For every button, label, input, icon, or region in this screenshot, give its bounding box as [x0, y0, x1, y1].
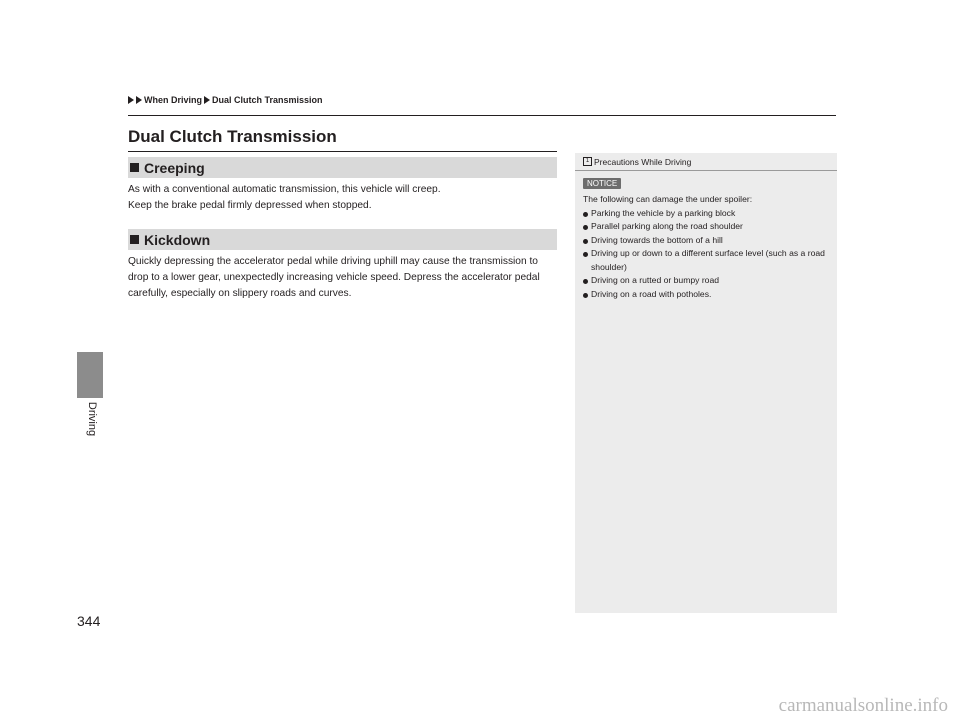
list-item: Driving on a rutted or bumpy road: [583, 274, 831, 288]
square-bullet-icon: [130, 163, 139, 172]
chapter-tab: [77, 352, 103, 398]
sidebar-note: [575, 153, 837, 613]
watermark: carmanualsonline.info: [778, 695, 948, 716]
sidebar-list: [583, 207, 831, 302]
sidebar-header: [575, 153, 837, 171]
list-item: Parallel parking along the road shoulder: [583, 220, 831, 234]
breadcrumb-item-when-driving[interactable]: When Driving: [144, 95, 202, 105]
section-heading-text: Kickdown: [144, 231, 211, 248]
list-item: Driving up or down to a different surface level (such as a road shoulder): [583, 247, 831, 274]
breadcrumb-arrow-icon: [128, 96, 134, 104]
list-item: Driving towards the bottom of a hill: [583, 234, 831, 248]
square-bullet-icon: [130, 235, 139, 244]
breadcrumb-item-dual-clutch: Dual Clutch Transmission: [212, 95, 323, 105]
section-body-kickdown: [128, 254, 560, 302]
sidebar-intro: The following can damage the under spoiler:: [583, 194, 753, 204]
reference-number-icon: 1: [583, 157, 592, 166]
breadcrumb-arrow-icon: [204, 96, 210, 104]
section-heading-creeping: [128, 157, 557, 178]
section-heading-text: Creeping: [144, 159, 205, 176]
breadcrumb: [128, 95, 323, 105]
paragraph: As with a conventional automatic transmission, this vehicle will creep.: [128, 184, 441, 195]
sidebar-body: [583, 193, 831, 301]
breadcrumb-arrow-icon: [136, 96, 142, 104]
paragraph: Quickly depressing the accelerator pedal while driving uphill may cause the transmission to drop to a lower gear, unexpectedly increasing vehicle speed. Depress the accelerator pedal carefully, especially on slippery roads and curves.: [128, 256, 540, 299]
page-title: Dual Clutch Transmission: [128, 127, 337, 146]
section-body-creeping: [128, 182, 560, 214]
notice-badge: NOTICE: [583, 178, 621, 189]
list-item: Driving on a road with potholes.: [583, 288, 831, 302]
title-rule: [128, 151, 557, 152]
paragraph: Keep the brake pedal firmly depressed when stopped.: [128, 200, 372, 211]
sidebar-title[interactable]: Precautions While Driving: [594, 156, 692, 167]
header-rule: [128, 115, 836, 116]
list-item: Parking the vehicle by a parking block: [583, 207, 831, 221]
page-number: 344: [77, 613, 101, 629]
chapter-label: Driving: [86, 401, 98, 437]
section-heading-kickdown: [128, 229, 557, 250]
